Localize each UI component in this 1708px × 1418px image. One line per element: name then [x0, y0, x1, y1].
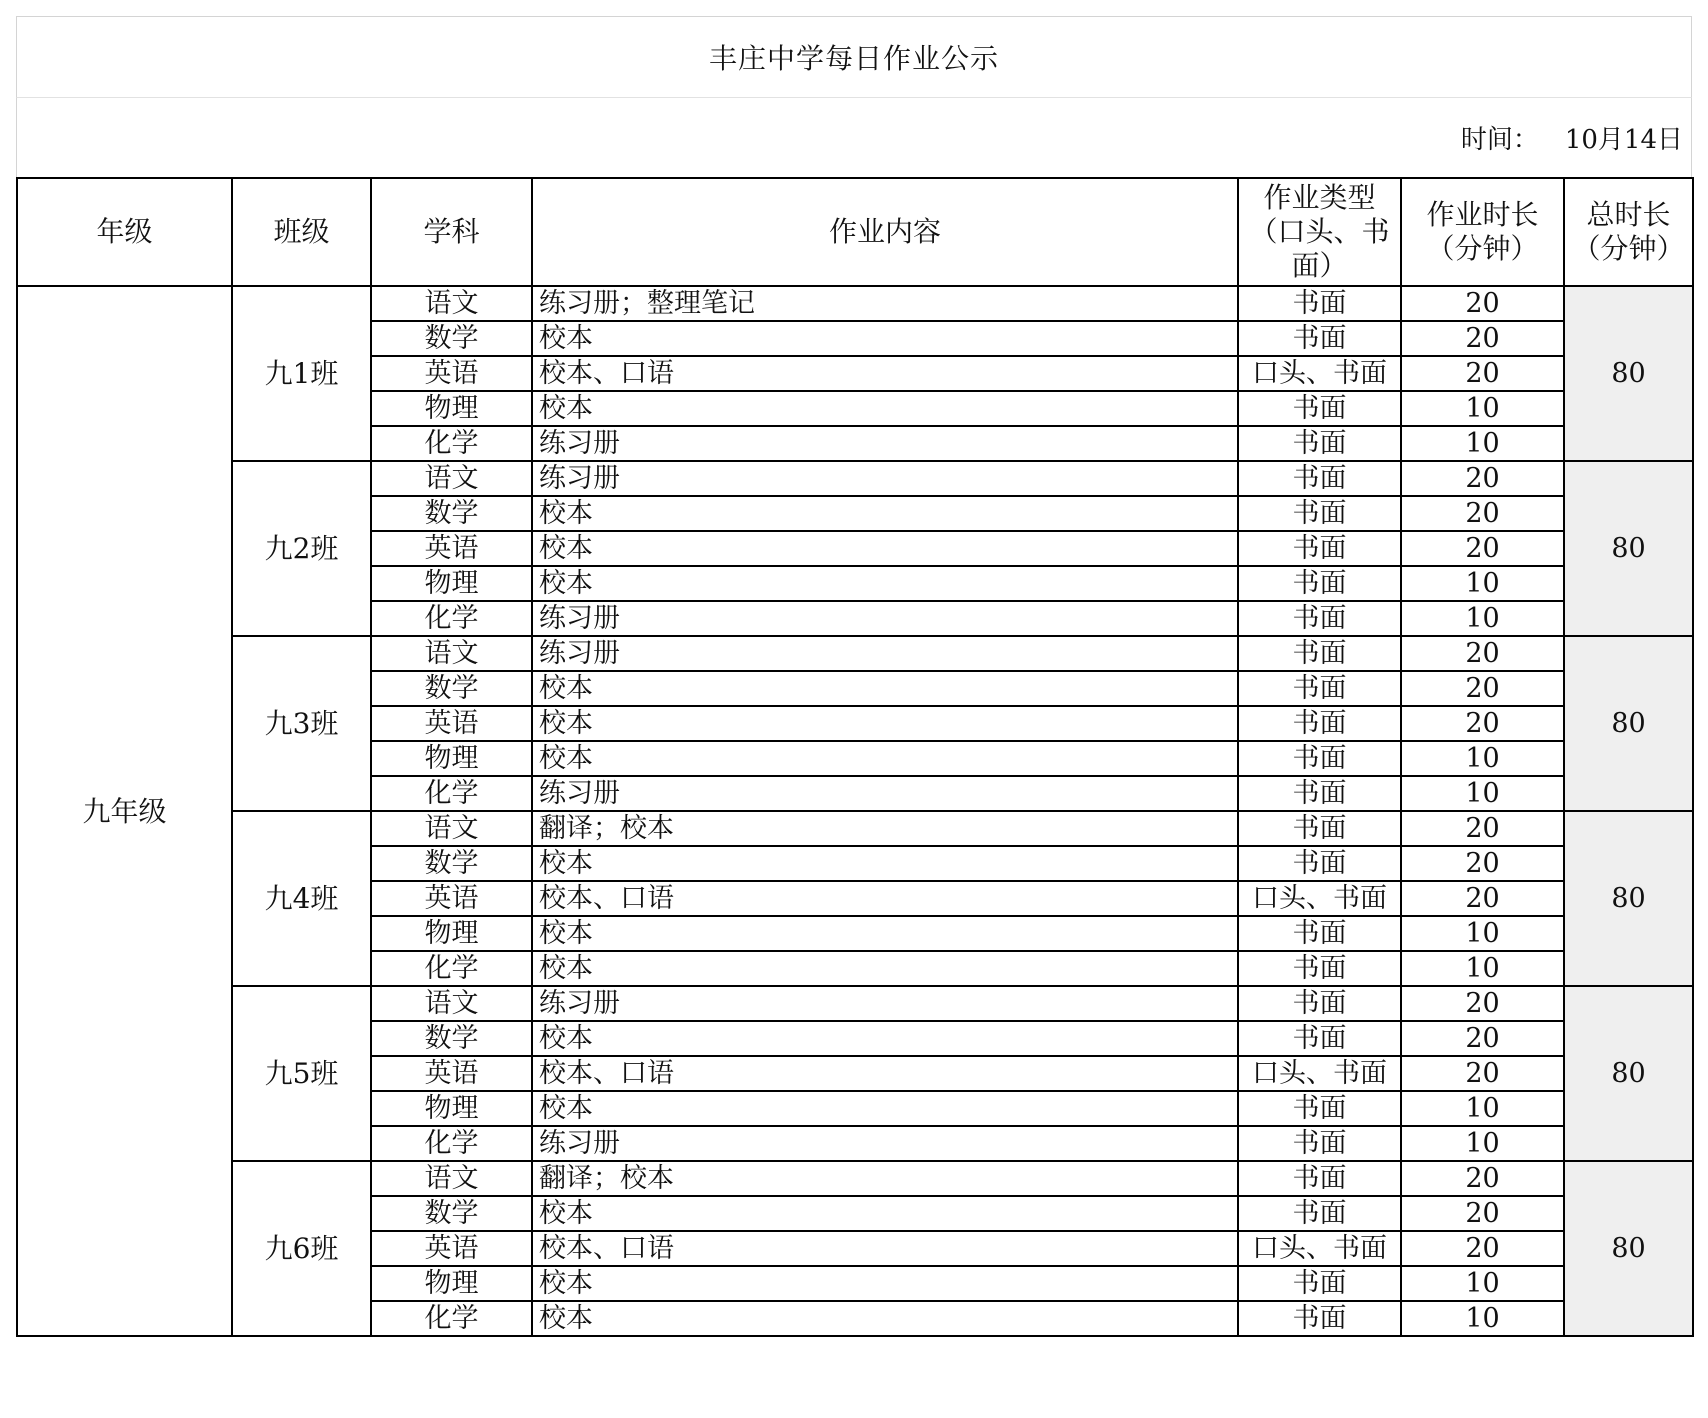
content-cell: 校本 — [532, 496, 1238, 531]
duration-cell: 10 — [1401, 1301, 1564, 1336]
subject-cell: 英语 — [371, 706, 532, 741]
content-cell: 校本 — [532, 566, 1238, 601]
total-cell: 80 — [1564, 986, 1693, 1161]
subject-cell: 物理 — [371, 741, 532, 776]
content-cell: 校本 — [532, 916, 1238, 951]
duration-cell: 20 — [1401, 811, 1564, 846]
date-line — [16, 97, 1692, 177]
type-cell: 口头、书面 — [1238, 356, 1401, 391]
type-cell: 书面 — [1238, 811, 1401, 846]
duration-cell: 20 — [1401, 496, 1564, 531]
type-cell: 书面 — [1238, 951, 1401, 986]
type-cell: 书面 — [1238, 1126, 1401, 1161]
content-cell: 练习册 — [532, 426, 1238, 461]
duration-cell: 10 — [1401, 916, 1564, 951]
type-cell: 书面 — [1238, 496, 1401, 531]
subject-cell: 数学 — [371, 671, 532, 706]
content-cell: 校本 — [532, 741, 1238, 776]
content-cell: 校本 — [532, 391, 1238, 426]
type-cell: 书面 — [1238, 1161, 1401, 1196]
type-cell: 书面 — [1238, 636, 1401, 671]
content-cell: 校本 — [532, 951, 1238, 986]
subject-cell: 物理 — [371, 566, 532, 601]
subject-cell: 化学 — [371, 601, 532, 636]
type-cell: 书面 — [1238, 286, 1401, 321]
type-cell: 书面 — [1238, 601, 1401, 636]
type-cell: 书面 — [1238, 1196, 1401, 1231]
duration-cell: 20 — [1401, 881, 1564, 916]
type-cell: 书面 — [1238, 1266, 1401, 1301]
subject-cell: 语文 — [371, 636, 532, 671]
duration-cell: 10 — [1401, 776, 1564, 811]
type-cell: 书面 — [1238, 461, 1401, 496]
header-subject: 学科 — [371, 178, 532, 286]
total-cell: 80 — [1564, 811, 1693, 986]
header-total: 总时长（分钟） — [1564, 178, 1693, 286]
table-row — [17, 811, 1693, 846]
class-cell: 九6班 — [232, 1161, 371, 1336]
header-class: 班级 — [232, 178, 371, 286]
type-cell: 书面 — [1238, 706, 1401, 741]
total-cell: 80 — [1564, 286, 1693, 461]
total-cell: 80 — [1564, 1161, 1693, 1336]
duration-cell: 10 — [1401, 391, 1564, 426]
total-cell: 80 — [1564, 636, 1693, 811]
class-cell: 九5班 — [232, 986, 371, 1161]
subject-cell: 英语 — [371, 881, 532, 916]
content-cell: 校本 — [532, 531, 1238, 566]
duration-cell: 10 — [1401, 1126, 1564, 1161]
type-cell: 书面 — [1238, 846, 1401, 881]
content-cell: 校本、口语 — [532, 881, 1238, 916]
duration-cell: 20 — [1401, 356, 1564, 391]
duration-cell: 20 — [1401, 671, 1564, 706]
header-content: 作业内容 — [532, 178, 1238, 286]
subject-cell: 化学 — [371, 951, 532, 986]
duration-cell: 20 — [1401, 1161, 1564, 1196]
duration-cell: 20 — [1401, 1196, 1564, 1231]
subject-cell: 数学 — [371, 321, 532, 356]
duration-cell: 10 — [1401, 1266, 1564, 1301]
content-cell: 校本、口语 — [532, 1056, 1238, 1091]
homework-table — [16, 177, 1694, 1337]
header-duration: 作业时长（分钟） — [1401, 178, 1564, 286]
type-cell: 口头、书面 — [1238, 881, 1401, 916]
duration-cell: 10 — [1401, 566, 1564, 601]
content-cell: 练习册；整理笔记 — [532, 286, 1238, 321]
table-row — [17, 636, 1693, 671]
content-cell: 校本 — [532, 1196, 1238, 1231]
content-cell: 校本 — [532, 1021, 1238, 1056]
subject-cell: 数学 — [371, 846, 532, 881]
class-cell: 九1班 — [232, 286, 371, 461]
grade-cell: 九年级 — [17, 286, 232, 1336]
duration-cell: 20 — [1401, 321, 1564, 356]
type-cell: 书面 — [1238, 321, 1401, 356]
subject-cell: 物理 — [371, 1266, 532, 1301]
date-value: 10月14日 — [1564, 125, 1683, 155]
duration-cell: 20 — [1401, 1021, 1564, 1056]
subject-cell: 数学 — [371, 496, 532, 531]
content-cell: 校本 — [532, 846, 1238, 881]
type-cell: 书面 — [1238, 776, 1401, 811]
subject-cell: 英语 — [371, 356, 532, 391]
duration-cell: 20 — [1401, 986, 1564, 1021]
content-cell: 校本 — [532, 706, 1238, 741]
duration-cell: 20 — [1401, 286, 1564, 321]
subject-cell: 语文 — [371, 286, 532, 321]
duration-cell: 10 — [1401, 741, 1564, 776]
duration-cell: 20 — [1401, 531, 1564, 566]
subject-cell: 物理 — [371, 391, 532, 426]
subject-cell: 化学 — [371, 426, 532, 461]
subject-cell: 数学 — [371, 1196, 532, 1231]
subject-cell: 语文 — [371, 461, 532, 496]
type-cell: 口头、书面 — [1238, 1056, 1401, 1091]
content-cell: 练习册 — [532, 601, 1238, 636]
type-cell: 书面 — [1238, 391, 1401, 426]
sheet-title: 丰庄中学每日作业公示 — [16, 16, 1692, 97]
content-cell: 校本 — [532, 1301, 1238, 1336]
subject-cell: 英语 — [371, 531, 532, 566]
table-row — [17, 461, 1693, 496]
header-row — [17, 178, 1693, 286]
content-cell: 翻译；校本 — [532, 811, 1238, 846]
content-cell: 练习册 — [532, 986, 1238, 1021]
type-cell: 书面 — [1238, 1021, 1401, 1056]
duration-cell: 20 — [1401, 846, 1564, 881]
duration-cell: 20 — [1401, 1056, 1564, 1091]
header-type: 作业类型（口头、书面） — [1238, 178, 1401, 286]
subject-cell: 英语 — [371, 1231, 532, 1266]
table-body — [17, 286, 1693, 1336]
duration-cell: 10 — [1401, 951, 1564, 986]
type-cell: 口头、书面 — [1238, 1231, 1401, 1266]
subject-cell: 化学 — [371, 776, 532, 811]
content-cell: 练习册 — [532, 461, 1238, 496]
duration-cell: 10 — [1401, 1091, 1564, 1126]
type-cell: 书面 — [1238, 1091, 1401, 1126]
content-cell: 校本、口语 — [532, 1231, 1238, 1266]
subject-cell: 物理 — [371, 1091, 532, 1126]
class-cell: 九4班 — [232, 811, 371, 986]
class-cell: 九2班 — [232, 461, 371, 636]
subject-cell: 化学 — [371, 1301, 532, 1336]
content-cell: 练习册 — [532, 776, 1238, 811]
type-cell: 书面 — [1238, 566, 1401, 601]
table-row — [17, 1161, 1693, 1196]
type-cell: 书面 — [1238, 1301, 1401, 1336]
header-grade: 年级 — [17, 178, 232, 286]
table-row — [17, 286, 1693, 321]
type-cell: 书面 — [1238, 916, 1401, 951]
subject-cell: 物理 — [371, 916, 532, 951]
duration-cell: 20 — [1401, 1231, 1564, 1266]
subject-cell: 化学 — [371, 1126, 532, 1161]
type-cell: 书面 — [1238, 426, 1401, 461]
subject-cell: 语文 — [371, 1161, 532, 1196]
content-cell: 校本、口语 — [532, 356, 1238, 391]
subject-cell: 语文 — [371, 986, 532, 1021]
date-label: 时间： — [1460, 125, 1539, 155]
subject-cell: 语文 — [371, 811, 532, 846]
duration-cell: 20 — [1401, 461, 1564, 496]
duration-cell: 10 — [1401, 601, 1564, 636]
subject-cell: 数学 — [371, 1021, 532, 1056]
content-cell: 翻译；校本 — [532, 1161, 1238, 1196]
content-cell: 校本 — [532, 1266, 1238, 1301]
type-cell: 书面 — [1238, 741, 1401, 776]
duration-cell: 20 — [1401, 706, 1564, 741]
type-cell: 书面 — [1238, 986, 1401, 1021]
content-cell: 校本 — [532, 671, 1238, 706]
total-cell: 80 — [1564, 461, 1693, 636]
subject-cell: 英语 — [371, 1056, 532, 1091]
type-cell: 书面 — [1238, 531, 1401, 566]
content-cell: 校本 — [532, 1091, 1238, 1126]
content-cell: 练习册 — [532, 636, 1238, 671]
content-cell: 练习册 — [532, 1126, 1238, 1161]
duration-cell: 10 — [1401, 426, 1564, 461]
homework-sheet — [16, 16, 1692, 1337]
type-cell: 书面 — [1238, 671, 1401, 706]
class-cell: 九3班 — [232, 636, 371, 811]
table-row — [17, 986, 1693, 1021]
content-cell: 校本 — [532, 321, 1238, 356]
duration-cell: 20 — [1401, 636, 1564, 671]
